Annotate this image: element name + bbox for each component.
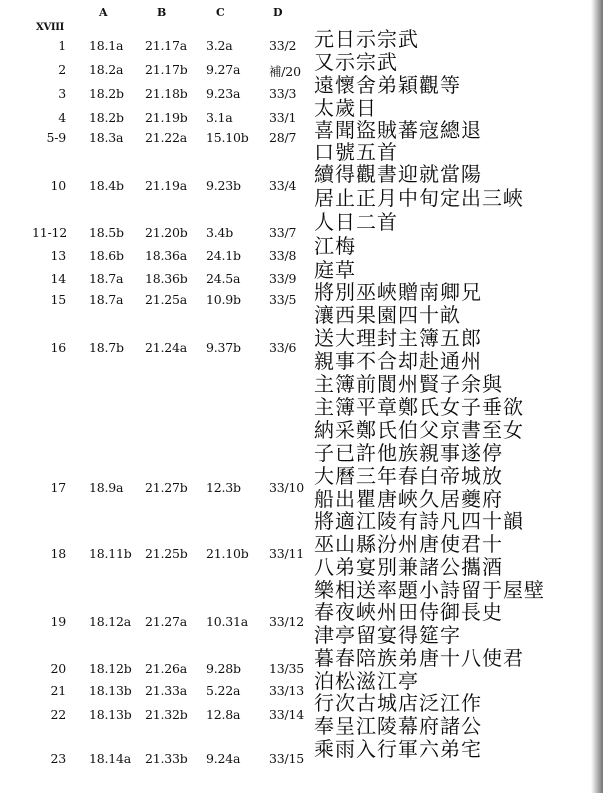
scan-edge-shadow (591, 0, 603, 793)
cell-col-a: 18.14a (89, 751, 132, 766)
cell-number: 20 (50, 661, 66, 676)
cell-col-c: 10.31a (206, 614, 249, 629)
cell-number: 19 (50, 614, 66, 629)
cell-col-a: 18.12b (89, 661, 132, 676)
poem-title-line: 樂相送率題小詩留于屋壁 (314, 578, 545, 602)
cell-col-c: 9.24a (206, 751, 241, 766)
poem-title-line: 大曆三年春白帝城放 (314, 464, 503, 488)
cell-number: 4 (58, 110, 66, 125)
cell-col-b: 21.25b (145, 546, 188, 561)
column-header-a: A (99, 6, 108, 19)
poem-title-line: 將適江陵有詩凡四十韻 (314, 509, 524, 533)
poem-title-line: 春夜峽州田侍御長史 (314, 600, 503, 624)
cell-col-d: 33/10 (269, 480, 305, 495)
cell-col-c: 9.28b (206, 661, 241, 676)
cell-col-d: 33/12 (269, 614, 305, 629)
cell-number: 10 (50, 178, 66, 193)
column-header-b: B (157, 6, 167, 19)
cell-col-d: 33/15 (269, 751, 305, 766)
cell-col-d: 33/9 (269, 271, 297, 286)
cell-col-d: 33/13 (269, 683, 305, 698)
poem-title-line: 將別巫峽贈南卿兄 (314, 280, 482, 304)
cell-col-b: 21.22a (145, 130, 188, 145)
column-header-d: D (273, 6, 283, 19)
cell-col-a: 18.2b (89, 86, 124, 101)
cell-col-b: 21.19b (145, 110, 188, 125)
poem-title-line: 送大理封主簿五郎 (314, 326, 482, 350)
poem-title-line: 續得觀書迎就當陽 (314, 162, 482, 186)
poem-title-line: 又示宗武 (314, 50, 398, 74)
cell-col-c: 9.37b (206, 340, 241, 355)
cell-col-c: 12.8a (206, 707, 241, 722)
cell-col-d: 33/8 (269, 248, 297, 263)
cell-number: 18 (50, 546, 66, 561)
poem-title-line: 瀼西果園四十畝 (314, 303, 461, 327)
cell-col-c: 9.27a (206, 62, 241, 77)
poem-title-line: 泊松滋江亭 (314, 669, 419, 693)
cell-col-b: 21.24a (145, 340, 188, 355)
poem-title-line: 口號五首 (314, 140, 398, 164)
cell-col-d: 33/1 (269, 110, 297, 125)
cell-col-c: 10.9b (206, 292, 241, 307)
poem-title-line: 主簿平章鄭氏女子垂欲 (314, 395, 524, 419)
cell-col-a: 18.6b (89, 248, 124, 263)
cell-number: 1 (58, 38, 66, 53)
cell-col-c: 15.10b (206, 130, 249, 145)
cell-col-b: 21.27b (145, 480, 188, 495)
cell-col-c: 3.4b (206, 225, 234, 240)
poem-title-line: 庭草 (314, 258, 356, 282)
cell-col-d: 33/6 (269, 340, 297, 355)
cell-col-a: 18.2a (89, 62, 124, 77)
column-header-c: C (216, 6, 225, 19)
cell-col-d: 33/14 (269, 707, 305, 722)
cell-col-d: 28/7 (269, 130, 297, 145)
cell-col-b: 21.25a (145, 292, 188, 307)
cell-col-c: 5.22a (206, 683, 241, 698)
cell-col-a: 18.4b (89, 178, 124, 193)
cell-col-c: 9.23b (206, 178, 241, 193)
cell-col-b: 21.17a (145, 38, 188, 53)
cell-col-b: 21.32b (145, 707, 188, 722)
poem-title-line: 居止正月中旬定出三峽 (314, 186, 524, 210)
cell-col-a: 18.13b (89, 683, 132, 698)
poem-title-line: 江梅 (314, 234, 356, 258)
cell-col-a: 18.7a (89, 292, 124, 307)
cell-number: 5-9 (46, 130, 66, 145)
cell-number: 22 (50, 707, 66, 722)
cell-col-d: 33/4 (269, 178, 297, 193)
section-label: XVIII (36, 22, 65, 33)
poem-title-line: 巫山縣汾州唐使君十 (314, 532, 503, 556)
poem-title-line: 乘雨入行軍六弟宅 (314, 737, 482, 761)
cell-col-a: 18.3a (89, 130, 124, 145)
cell-number: 16 (50, 340, 66, 355)
cell-number: 2 (58, 62, 66, 77)
cell-col-d: 33/11 (269, 546, 305, 561)
cell-col-b: 21.18b (145, 86, 188, 101)
cell-col-b: 18.36b (145, 271, 188, 286)
cell-col-b: 21.19a (145, 178, 188, 193)
cell-col-d: 33/3 (269, 86, 297, 101)
cell-col-c: 24.5a (206, 271, 241, 286)
cell-col-a: 18.7a (89, 271, 124, 286)
cell-col-a: 18.7b (89, 340, 124, 355)
cell-col-a: 18.12a (89, 614, 132, 629)
cell-number: 21 (50, 683, 66, 698)
poem-title-line: 行次古城店泛江作 (314, 691, 482, 715)
cell-col-c: 9.23a (206, 86, 241, 101)
poem-title-line: 子已許他族親事遂停 (314, 441, 503, 465)
cell-col-c: 3.2a (206, 38, 233, 53)
cell-col-a: 18.11b (89, 546, 132, 561)
cell-number: 17 (50, 480, 66, 495)
cell-number: 13 (50, 248, 66, 263)
cell-col-c: 24.1b (206, 248, 241, 263)
cell-col-b: 21.33a (145, 683, 188, 698)
cell-number: 11-12 (32, 225, 68, 240)
cell-col-d: 33/7 (269, 225, 297, 240)
cell-number: 23 (50, 751, 66, 766)
poem-title-line: 元日示宗武 (314, 27, 419, 51)
cell-col-c: 21.10b (206, 546, 249, 561)
poem-title-line: 奉呈江陵幕府諸公 (314, 714, 482, 738)
cell-col-b: 21.27a (145, 614, 188, 629)
cell-col-d: 13/35 (269, 661, 305, 676)
cell-col-b: 18.36a (145, 248, 188, 263)
cell-col-d: 33/5 (269, 292, 297, 307)
poem-title-line: 八弟宴別兼諸公攜酒 (314, 555, 503, 579)
poem-title-line: 親事不合却赴通州 (314, 349, 482, 373)
poem-title-line: 船出瞿唐峽久居夔府 (314, 487, 503, 511)
poem-title-line: 喜聞盜賊蕃寇總退 (314, 118, 482, 142)
poem-title-line: 暮春陪族弟唐十八使君 (314, 646, 524, 670)
cell-col-d: 補/20 (269, 64, 301, 79)
cell-col-c: 12.3b (206, 480, 241, 495)
poem-title-line: 人日二首 (314, 210, 398, 234)
poem-title-line: 主簿前閬州賢子余與 (314, 372, 503, 396)
cell-number: 3 (58, 86, 66, 101)
cell-number: 15 (50, 292, 66, 307)
cell-col-c: 3.1a (206, 110, 233, 125)
cell-number: 14 (50, 271, 66, 286)
cell-col-b: 21.17b (145, 62, 188, 77)
poem-title-line: 津亭留宴得筵字 (314, 623, 461, 647)
cell-col-a: 18.1a (89, 38, 124, 53)
cell-col-d: 33/2 (269, 38, 297, 53)
cell-col-a: 18.9a (89, 480, 124, 495)
poem-title-line: 遠懷舍弟穎觀等 (314, 73, 461, 97)
cell-col-b: 21.20b (145, 225, 188, 240)
cell-col-b: 21.33b (145, 751, 188, 766)
cell-col-a: 18.5b (89, 225, 124, 240)
cell-col-b: 21.26a (145, 661, 188, 676)
poem-title-line: 太歲日 (314, 96, 377, 120)
poem-title-line: 納采鄭氏伯父京書至女 (314, 418, 524, 442)
cell-col-a: 18.13b (89, 707, 132, 722)
cell-col-a: 18.2b (89, 110, 124, 125)
